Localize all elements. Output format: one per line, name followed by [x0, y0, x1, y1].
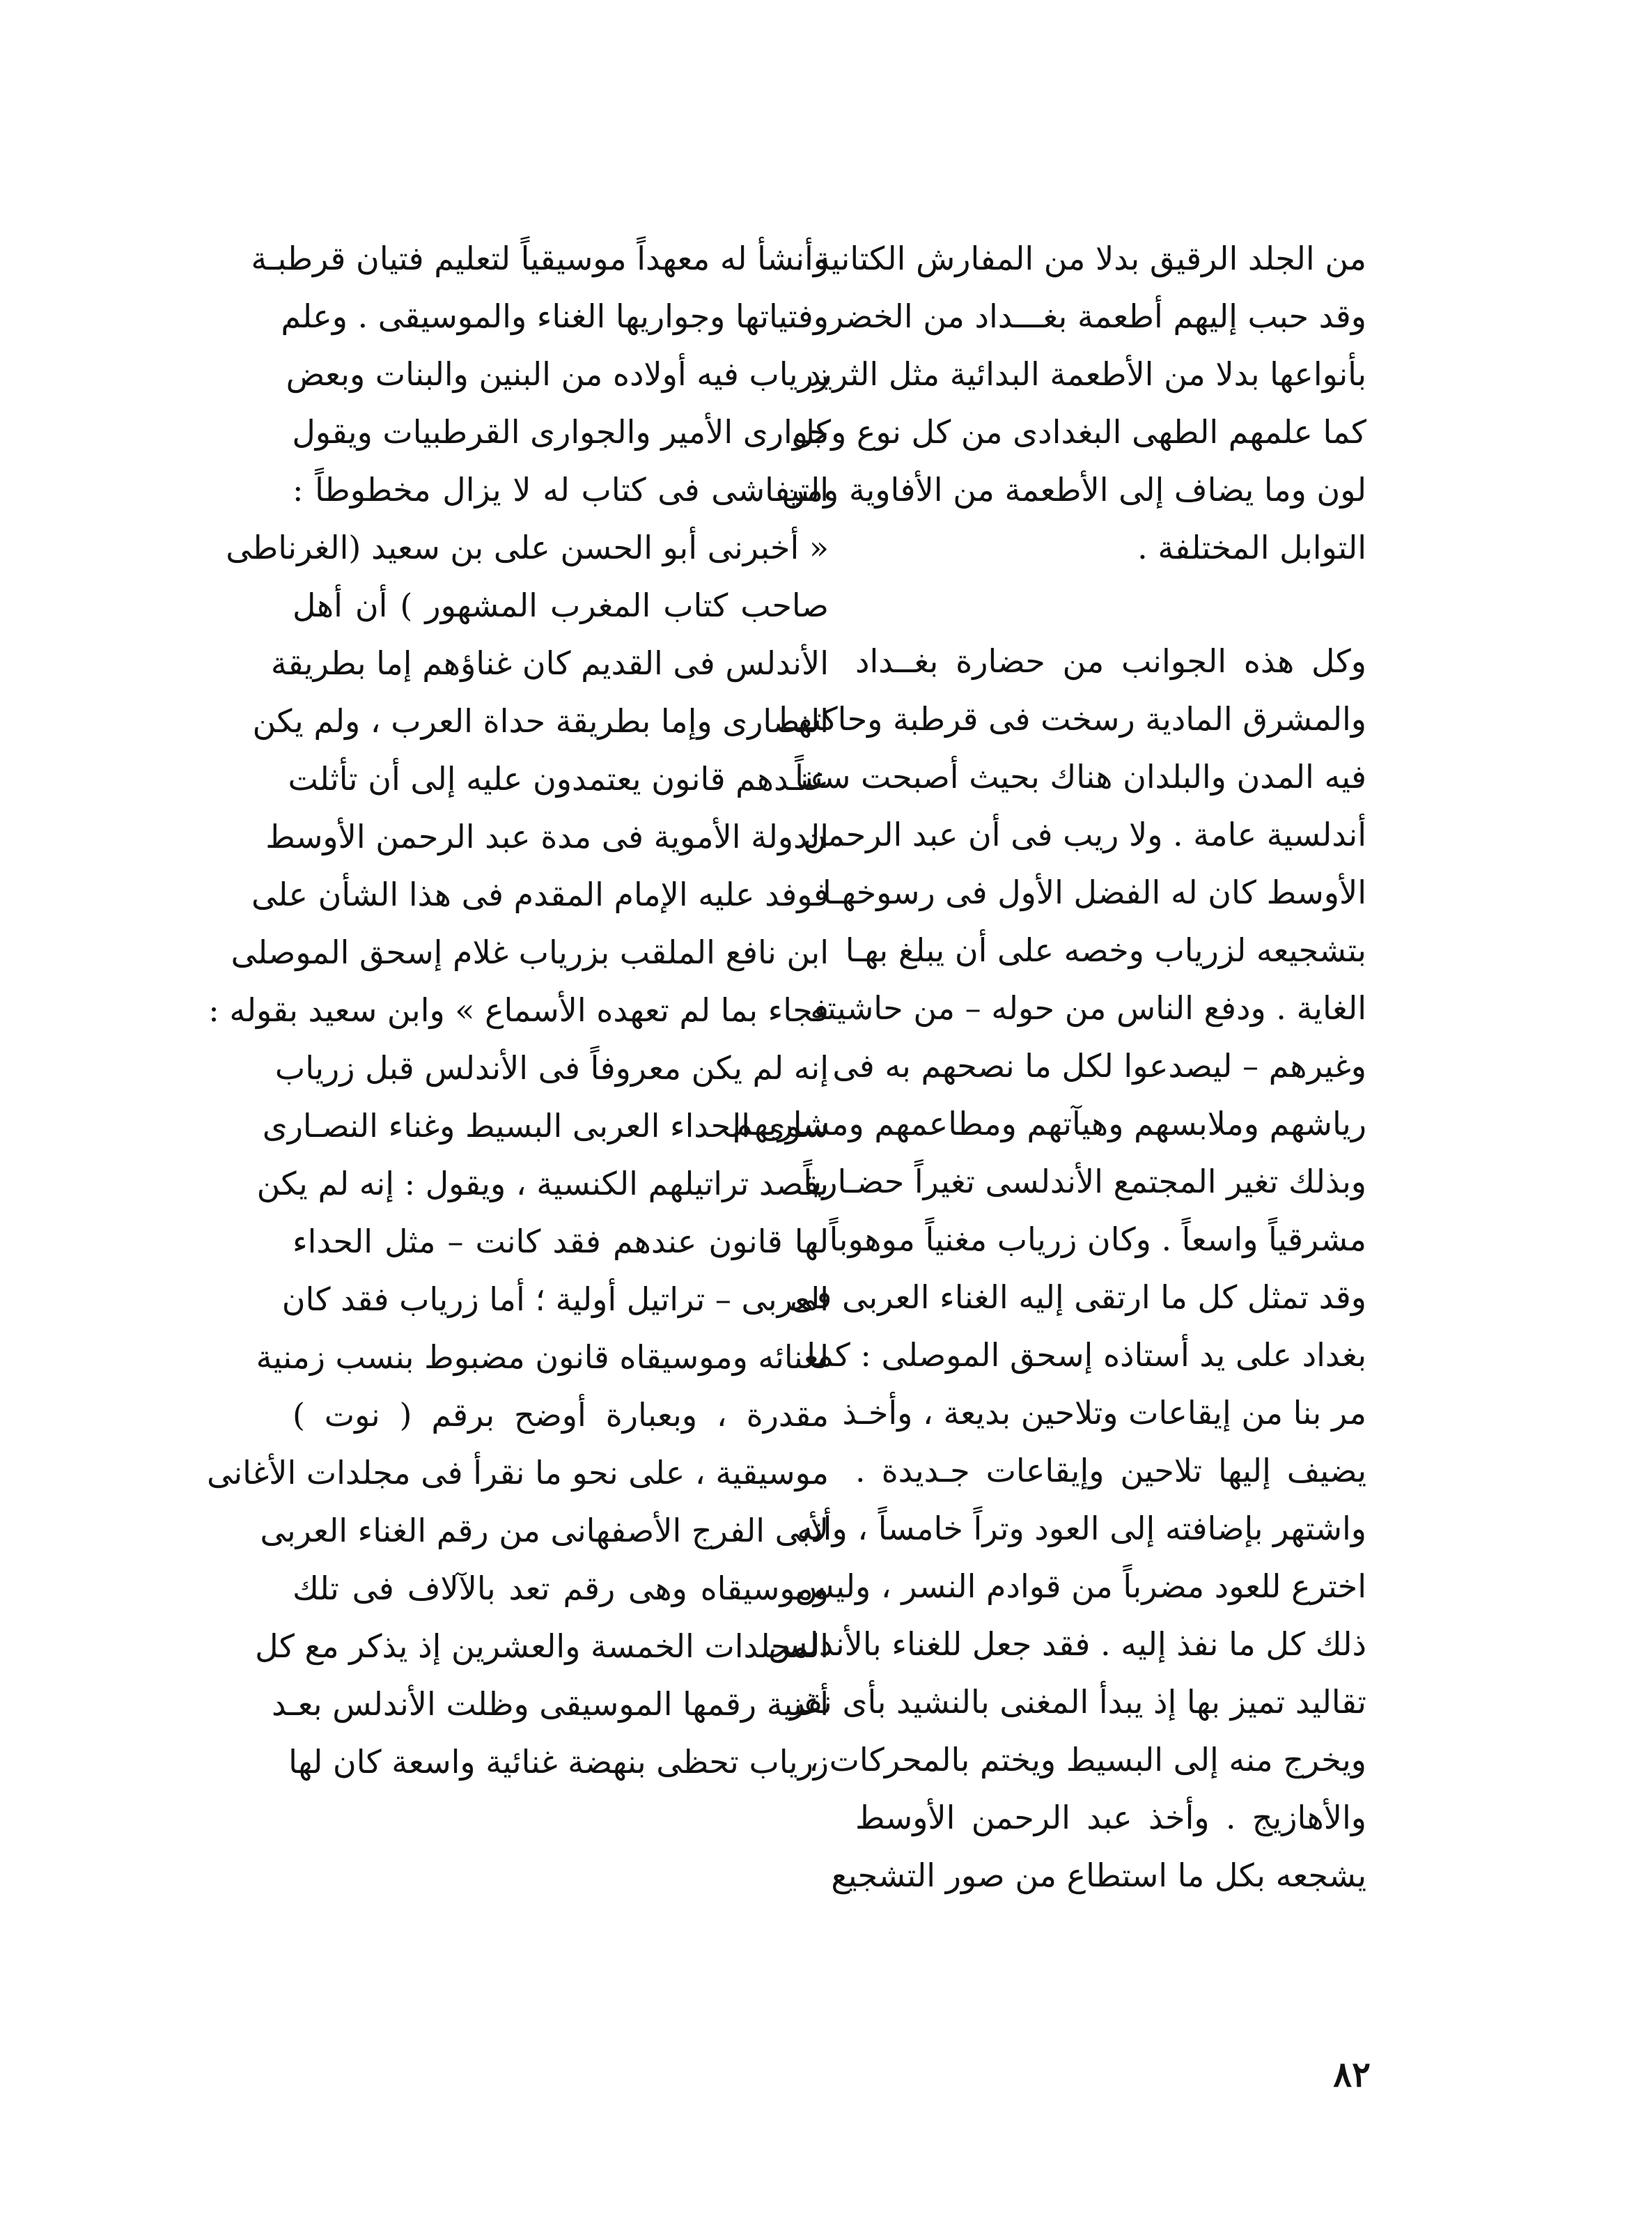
text-line: جوارى الأمير والجوارى القرطبيات ويقول [292, 413, 829, 451]
text-line: رياشهم وملابسهم وهيآتهم ومطاعمهم ومشاربهم [732, 1105, 1366, 1142]
text-line: فيه المدن والبلدان هناك بحيث أصبحت سنناً [795, 758, 1366, 796]
text-line: إنه لم يكن معروفاً فى الأندلس قبل زرياب [274, 1049, 829, 1087]
text-line: اخترع للعود مضرباً من قوادم النسر ، وليس [795, 1567, 1366, 1605]
text-line: والأهازيج . وأخذ عبد الرحمن الأوسط [855, 1799, 1366, 1836]
right-column [732, 230, 1366, 1905]
text-line: سوى الحداء العربى البسيط وغناء النصـارى [262, 1107, 829, 1145]
text-line: المجلدات الخمسة والعشرين إذ يذكر مع كل [255, 1627, 829, 1665]
text-line: والمشرق المادية رسخت فى قرطبة وحاكتهـا [779, 700, 1366, 738]
text-line: ويخرج منه إلى البسيط ويختم بالمحركات ، [809, 1741, 1366, 1778]
text-line: زرياب فيه أولاده من البنين والبنات وبعض [286, 355, 829, 393]
text-line: يقصد تراتيلهم الكنسية ، ويقول : إنه لم يكن [256, 1165, 829, 1202]
page-number: ٨٢ [1333, 2054, 1371, 2095]
text-line: الأوسط كان له الفضل الأول فى رسوخهـا [823, 874, 1366, 911]
text-line: مر بنا من إيقاعات وتلاحين بديعة ، وأخـذ [842, 1394, 1366, 1432]
text-line: الدولة الأموية فى مدة عبد الرحمن الأوسط [265, 818, 829, 855]
text-line: لها قانون عندهم فقد كانت – مثل الحداء [293, 1223, 829, 1260]
text-line: فوفد عليه الإمام المقدم فى هذا الشأن على [251, 876, 829, 913]
text-line: لأبى الفرج الأصفهانى من رقم الغناء العربى [260, 1512, 829, 1549]
text-line: عنـدهم قانون يعتمدون عليه إلى أن تأثلت [288, 760, 829, 798]
text-line: وفتياتها وجواريها الغناء والموسيقى . وعلم [281, 297, 829, 335]
text-line: لغنائه وموسيقاه قانون مضبوط بنسب زمنية [256, 1338, 829, 1376]
text-line: لون وما يضاف إلى الأطعمة من الأفاوية ومن [781, 471, 1366, 509]
text-line: أندلسية عامة . ولا ريب فى أن عبد الرحمن [803, 816, 1366, 853]
text-line: بغداد على يد أستاذه إسحق الموصلى : كما [806, 1336, 1366, 1374]
text-line: « أخبرنى أبو الحسن على بن سعيد (الغرناطى [226, 529, 829, 566]
text-line: ابن نافع الملقب بزرياب غلام إسحق الموصلى [231, 933, 829, 971]
text-line: من الجلد الرقيق بدلا من المفارش الكتانية . [793, 240, 1366, 277]
text-line: يضيف إليها تلاحين وإيقاعات جـديدة . [855, 1452, 1366, 1489]
text-line: التوابل المختلفة . [1137, 529, 1366, 566]
paragraph-gap [855, 577, 1366, 633]
text-line: مشرقياً واسعاً . وكان زرياب مغنياً موهوباً ، [809, 1220, 1366, 1258]
text-line: وغيرهم – ليصدعوا لكل ما نصحهم به فى [832, 1047, 1366, 1085]
text-line: وأنشأ له معهداً موسيقياً لتعليم فتيان قرطبـة [251, 240, 829, 277]
text-line: وقد حبب إليهم أطعمة بغـــداد من الخضر [827, 297, 1366, 335]
text-line: العربى – تراتيل أولية ؛ أما زرياب فقد كان [281, 1280, 829, 1318]
text-line: أغنية رقمها الموسيقى وظلت الأندلس بعـد [271, 1685, 829, 1723]
text-line: مقدرة ، وبعبارة أوضح برقم ( نوت ) [293, 1396, 829, 1434]
text-line: ذلك كل ما نفذ إليه . فقد جعل للغناء بالأندلس [768, 1625, 1366, 1663]
left-column [207, 230, 829, 1791]
text-line: التيفاشى فى كتاب له لا يزال مخطوطاً : [293, 471, 829, 509]
text-line: بأنواعها بدلا من الأطعمة البدائية مثل الثريد [806, 355, 1366, 393]
text-line: وكل هذه الجوانب من حضارة بغــداد [855, 642, 1366, 680]
text-line: وموسيقاه وهى رقم تعد بالآلاف فى تلك [293, 1570, 829, 1607]
text-line: الأندلس فى القديم كان غناؤهم إما بطريقة [270, 644, 829, 682]
text-line: يشجعه بكل ما استطاع من صور التشجيع [831, 1857, 1366, 1894]
text-line: وقد تمثل كل ما ارتقى إليه الغناء العربى فى [790, 1278, 1366, 1316]
text-line: صاحب كتاب المغرب المشهور ) أن أهل [293, 587, 829, 624]
text-line: واشتهر بإضافته إلى العود وتراً خامساً ، وأنه [797, 1510, 1366, 1547]
text-line: تقاليد تميز بها إذ يبدأ المغنى بالنشيد بأى نقر [789, 1683, 1366, 1721]
text-line: كما علمهم الطهى البغدادى من كل نوع وكل [791, 413, 1366, 451]
text-line: موسيقية ، على نحو ما نقرأ فى مجلدات الأغانى [207, 1454, 829, 1491]
text-line: الغاية . ودفع الناس من حوله – من حاشيته [810, 989, 1366, 1027]
text-line: وبذلك تغير المجتمع الأندلسى تغيراً حضـارياً [803, 1163, 1366, 1200]
text-line: بتشجيعه لزرياب وخصه على أن يبلغ بهـا [845, 931, 1366, 969]
text-line: فجاء بما لم تعهده الأسماع » وابن سعيد بقوله : [208, 991, 829, 1029]
text-line: النصارى وإما بطريقة حداة العرب ، ولم يكن [252, 702, 829, 740]
text-line: زرياب تحظى بنهضة غنائية واسعة كان لها [288, 1743, 829, 1781]
